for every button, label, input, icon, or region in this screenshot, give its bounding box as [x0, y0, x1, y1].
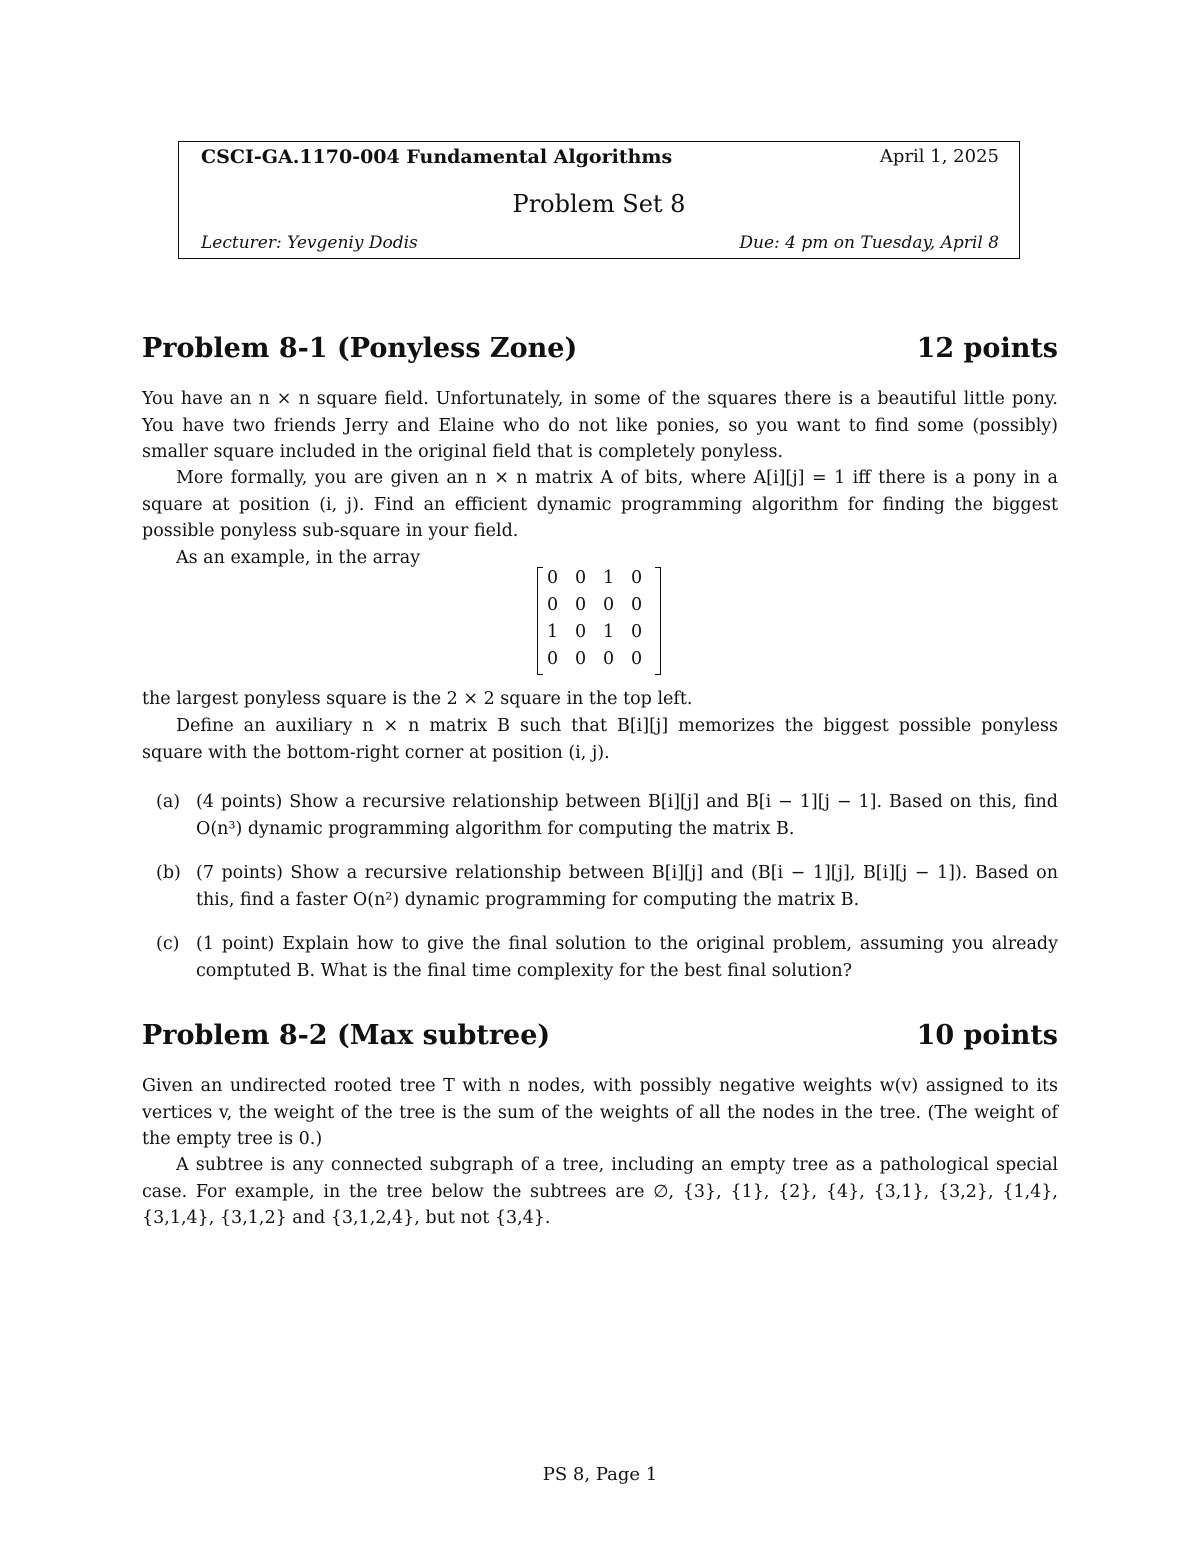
problem-1-paragraph-4: the largest ponyless square is the 2 × 2 square in the top left.: [142, 689, 693, 709]
part-b: [142, 860, 1058, 913]
problem-1-points: 12 points: [916, 333, 1058, 364]
matrix-cell: 0: [575, 622, 587, 642]
problem-1-heading: [142, 333, 1058, 364]
problem-1-paragraph-1: You have an n × n square field. Unfortunately, in some of the squares there is a beautiful little pony. You have two friends Jerry and Elaine who do not like ponies, so you want to find some (possibly) smaller square included in the original field that is completely ponyless.: [142, 389, 1058, 462]
issue-date: April 1, 2025: [879, 146, 999, 167]
matrix-row: [547, 595, 659, 615]
matrix-row: [547, 568, 659, 588]
problem-1-paragraph-3: As an example, in the array: [176, 548, 421, 568]
matrix-cell: 0: [631, 649, 643, 669]
part-text: (7 points) Show a recursive relationship between B[i][j] and (B[i − 1][j], B[i][j − 1]). Based on this, find a faster O(n²) dynamic programming for computing the matrix B.: [196, 863, 1058, 910]
part-label: (b): [156, 863, 181, 883]
matrix-cell: 0: [547, 595, 559, 615]
problem-2-title: Problem 8-2 (Max subtree): [142, 1020, 551, 1051]
part-label: (c): [156, 934, 180, 954]
example-matrix: [537, 567, 661, 675]
part-text: (4 points) Show a recursive relationship between B[i][j] and B[i − 1][j − 1]. Based on this, find O(n³) dynamic programming algorithm for computing the matrix B.: [196, 792, 1058, 839]
matrix-cell: 0: [603, 649, 615, 669]
part-a: [142, 789, 1058, 842]
matrix-cell: 0: [631, 595, 643, 615]
matrix-cell: 0: [631, 622, 643, 642]
matrix-cell: 1: [547, 622, 559, 642]
matrix-row: [547, 622, 659, 642]
matrix-cell: 1: [603, 622, 615, 642]
matrix-cell: 0: [547, 568, 559, 588]
problem-1-paragraph-5: Define an auxiliary n × n matrix B such that B[i][j] memorizes the biggest possible ponyless square with the bottom-right corner at position (i, j).: [142, 716, 1058, 763]
due-date: Due: 4 pm on Tuesday, April 8: [739, 233, 999, 253]
problem-1-title: Problem 8-1 (Ponyless Zone): [142, 333, 578, 364]
matrix-cell: 0: [631, 568, 643, 588]
problem-2-paragraph-2: A subtree is any connected subgraph of a tree, including an empty tree as a pathological special case. For example, in the tree below the subtrees are ∅, {3}, {1}, {2}, {4}, {3,1}, {3,2}, {1,4}, {3,1,4}, {3,1,2} and {3,1,2,4}, but not {3,4}.: [142, 1155, 1058, 1228]
part-c: [142, 931, 1058, 984]
problem-2-paragraph-1: Given an undirected rooted tree T with n nodes, with possibly negative weights w(v) assigned to its vertices v, the weight of the tree is the sum of the weights of all the nodes in the tree. (The weight of the empty tree is 0.): [142, 1076, 1058, 1149]
problem-1-paragraph-2: More formally, you are given an n × n matrix A of bits, where A[i][j] = 1 iff there is a pony in a square at position (i, j). Find an efficient dynamic programming algorithm for finding the biggest possible ponyless sub-square in your field.: [142, 468, 1058, 541]
problem-2-heading: [142, 1020, 1058, 1051]
header-box: [178, 141, 1020, 259]
matrix-cell: 0: [575, 568, 587, 588]
part-label: (a): [156, 792, 181, 812]
matrix-cell: 0: [547, 649, 559, 669]
course-title: CSCI-GA.1170-004 Fundamental Algorithms: [201, 146, 673, 168]
problem-set-title: Problem Set 8: [512, 190, 686, 218]
matrix-cell: 1: [603, 568, 615, 588]
matrix-row: [547, 649, 659, 669]
page-footer: PS 8, Page 1: [542, 1464, 658, 1485]
problem-2-points: 10 points: [916, 1020, 1058, 1051]
lecturer: Lecturer: Yevgeniy Dodis: [201, 233, 418, 253]
matrix-cell: 0: [575, 649, 587, 669]
part-text: (1 point) Explain how to give the final solution to the original problem, assuming you already comptuted B. What is the final time complexity for the best final solution?: [196, 934, 1058, 981]
matrix-cell: 0: [603, 595, 615, 615]
matrix-cell: 0: [575, 595, 587, 615]
